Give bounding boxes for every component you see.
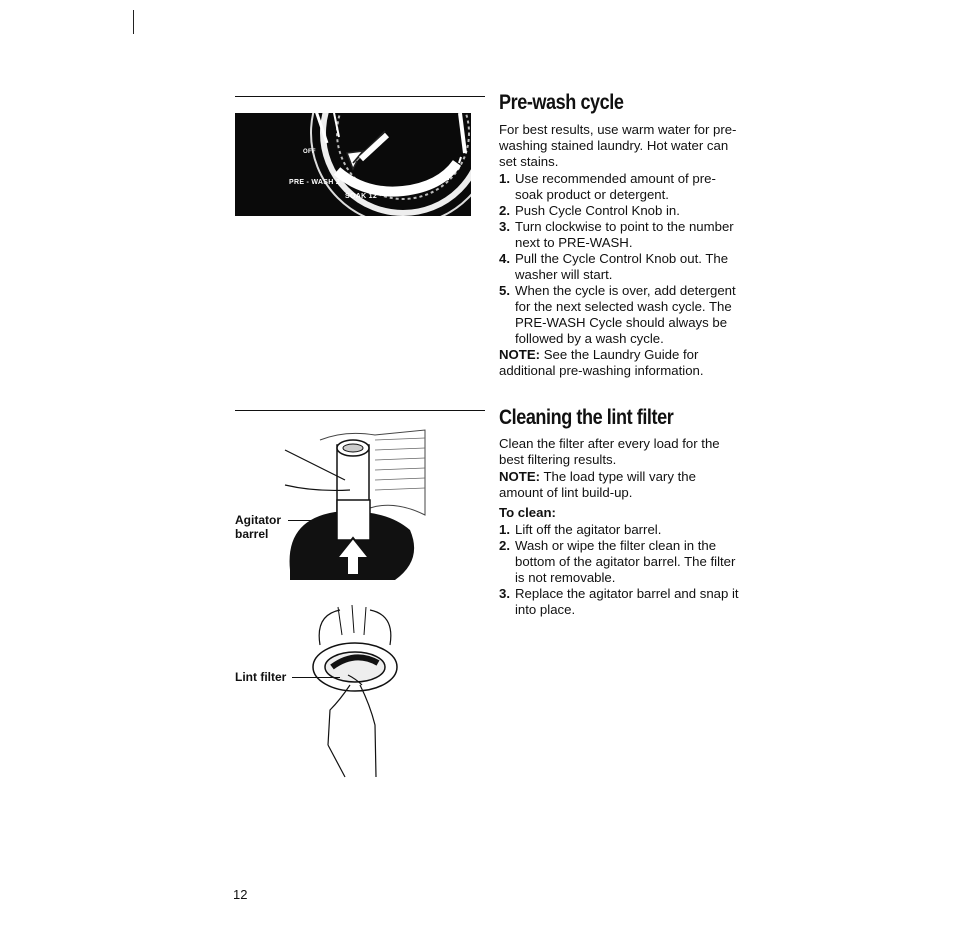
step-text: Push Cycle Control Knob in.	[515, 203, 680, 218]
to-clean-subhead: To clean:	[499, 505, 556, 520]
list-item	[499, 283, 739, 347]
step-number: 1.	[499, 522, 510, 537]
note-text: The load type will vary the amount of lint build-up.	[499, 469, 696, 500]
step-number: 4.	[499, 251, 510, 266]
lint-steps	[499, 522, 739, 618]
prewash-heading: Pre-wash cycle	[499, 91, 624, 114]
list-item	[499, 203, 739, 219]
lint-filter-callout-label: Lint filter	[235, 670, 287, 684]
section-rule-lint	[235, 410, 485, 411]
prewash-note	[499, 347, 739, 379]
agitator-callout-label	[235, 513, 281, 541]
note-label: NOTE:	[499, 469, 541, 484]
step-number: 3.	[499, 586, 510, 601]
filter-callout-line	[292, 677, 340, 678]
dial-illustration	[235, 113, 471, 216]
lint-filter-illustration	[300, 605, 410, 780]
list-item	[499, 171, 739, 203]
margin-bar	[133, 10, 134, 34]
list-item	[499, 538, 739, 586]
lint-intro: Clean the filter after every load for the best filtering results.	[499, 436, 720, 467]
list-item	[499, 219, 739, 251]
step-text: Wash or wipe the filter clean in the bottom of the agitator barrel. The filter is not removable.	[515, 538, 736, 585]
agitator-callout-line	[288, 520, 330, 521]
prewash-intro: For best results, use warm water for pre-washing stained laundry. Hot water can set stains.	[499, 122, 737, 169]
list-item	[499, 522, 739, 538]
dial-label-soak: SOAK 12	[345, 193, 378, 200]
step-number: 1.	[499, 171, 510, 186]
prewash-steps	[499, 171, 739, 347]
prewash-body	[499, 122, 739, 380]
note-text: See the Laundry Guide for additional pre-washing information.	[499, 347, 704, 378]
dial-label-prewash: PRE - WASH 2	[289, 179, 341, 186]
list-item	[499, 251, 739, 283]
step-text: Replace the agitator barrel and snap it into place.	[515, 586, 739, 617]
lint-heading: Cleaning the lint filter	[499, 406, 674, 429]
step-number: 5.	[499, 283, 510, 298]
lint-body	[499, 436, 739, 618]
page-number: 12	[233, 887, 248, 902]
lint-note	[499, 469, 739, 501]
step-number: 2.	[499, 538, 510, 553]
cycle-dial-photo	[235, 113, 471, 216]
step-text: Pull the Cycle Control Knob out. The washer will start.	[515, 251, 729, 282]
step-number: 3.	[499, 219, 510, 234]
step-text: When the cycle is over, add detergent for the next selected wash cycle. The PRE-WASH Cycle should always be followed by a wash cycle.	[515, 283, 736, 346]
step-number: 2.	[499, 203, 510, 218]
step-text: Lift off the agitator barrel.	[515, 522, 662, 537]
step-text: Turn clockwise to point to the number next to PRE-WASH.	[515, 219, 734, 250]
section-rule-prewash	[235, 96, 485, 97]
dial-label-off: OFF	[303, 149, 316, 155]
list-item	[499, 586, 739, 618]
note-label: NOTE:	[499, 347, 541, 362]
agitator-label-line2: barrel	[235, 527, 269, 541]
agitator-label-line1: Agitator	[235, 513, 281, 527]
agitator-barrel-illustration	[275, 420, 435, 590]
step-text: Use recommended amount of pre-soak product or detergent.	[515, 171, 716, 202]
